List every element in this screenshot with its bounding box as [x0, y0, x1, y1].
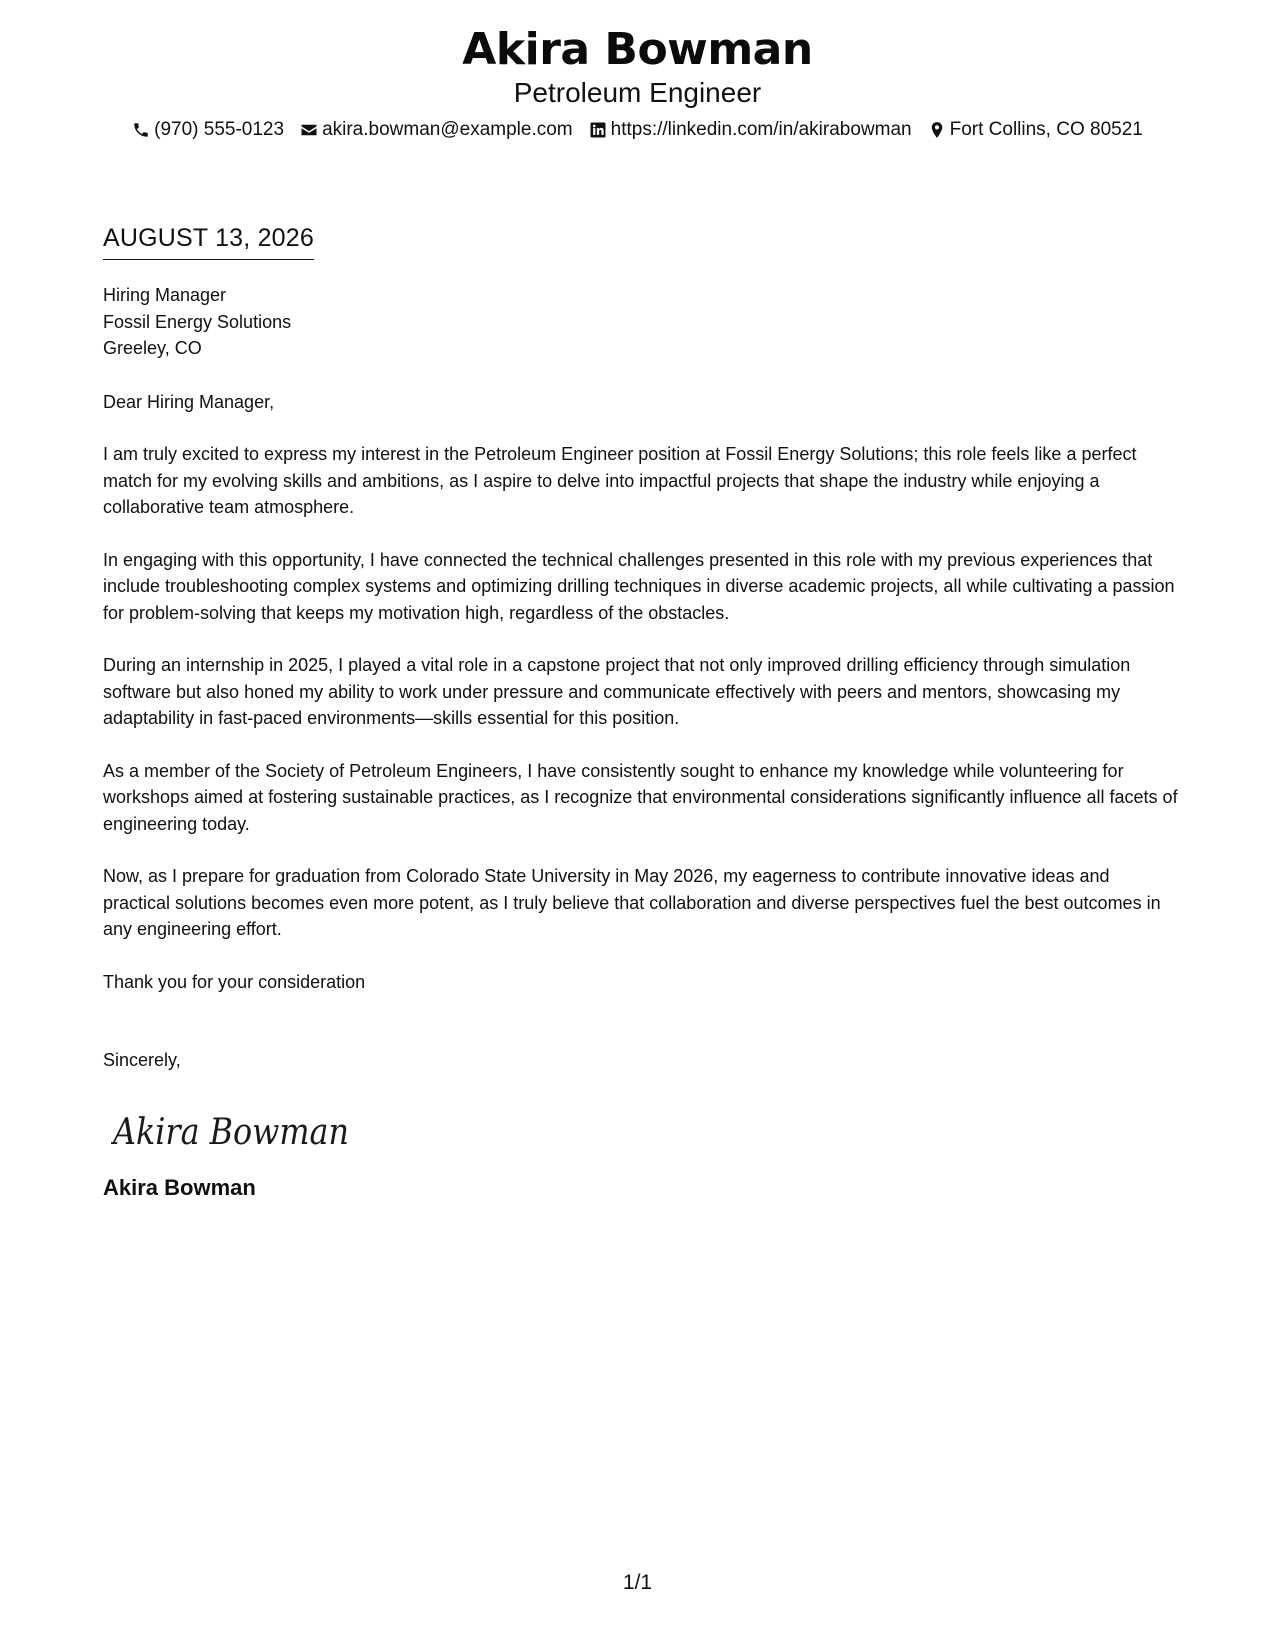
body-paragraph: During an internship in 2025, I played a vital role in a capstone project that not only improved drilling efficiency through simulation software but also honed my ability to work under pressure and communicate effectively with peers and mentors, showcasing my adaptability in fast-paced environments—skills essential for this position.	[103, 655, 1131, 728]
closing-line: Thank you for your consideration	[103, 971, 366, 992]
recipient-line: Fossil Energy Solutions	[103, 311, 292, 332]
contact-location	[928, 118, 1143, 142]
contact-bar	[0, 118, 1275, 142]
body-paragraph: As a member of the Society of Petroleum Engineers, I have consistently sought to enhance my knowledge while volunteering for workshops aimed at fostering sustainable practices, as I recognize that environmental considerations significantly influence all facets of engineering today.	[103, 760, 1178, 834]
contact-linkedin[interactable]	[589, 118, 912, 142]
linkedin-icon	[589, 121, 607, 139]
location-text: Fort Collins, CO 80521	[949, 119, 1143, 140]
applicant-name: Akira Bowman	[462, 24, 813, 75]
contact-phone	[132, 118, 284, 142]
map-pin-icon	[928, 121, 946, 139]
phone-text: (970) 555-0123	[154, 119, 285, 140]
letter-body	[103, 222, 1178, 1202]
body-paragraph: I am truly excited to express my interest in the Petroleum Engineer position at Fossil Energy Solutions; this role feels like a perfect match for my evolving skills and ambitions, as I aspire to delve into impactful projects that shape the industry while enjoying a collaborative team atmosphere.	[103, 444, 1137, 517]
signer-name: Akira Bowman	[103, 1174, 256, 1200]
recipient-line: Greeley, CO	[103, 338, 202, 358]
email-text[interactable]: akira.bowman@example.com	[322, 119, 573, 140]
salutation: Dear Hiring Manager,	[103, 391, 275, 412]
recipient-line: Hiring Manager	[103, 285, 227, 305]
handwritten-signature	[111, 1104, 361, 1156]
signature-text: Akira Bowman	[111, 1111, 349, 1153]
phone-icon	[132, 121, 150, 139]
body-paragraph: In engaging with this opportunity, I have connected the technical challenges presented in this role with my previous experiences that include troubleshooting complex systems and optimizing drilling techniques in diverse academic projects, all while cultivating a passion for problem-solving that keeps my motivation high, regardless of the obstacles.	[103, 549, 1175, 623]
letter-header	[0, 24, 1275, 142]
contact-email[interactable]	[300, 118, 573, 142]
applicant-title: Petroleum Engineer	[513, 77, 762, 108]
body-paragraph: Now, as I prepare for graduation from Colorado State University in May 2026, my eagerness to contribute innovative ideas and practical solutions becomes even more potent, as I truly believe that collaboration and diverse perspectives fuel the best outcomes in any engineering effort.	[103, 866, 1161, 939]
signoff: Sincerely,	[103, 1050, 181, 1070]
envelope-icon	[300, 121, 318, 139]
letter-date: AUGUST 13, 2026	[103, 222, 314, 260]
linkedin-text[interactable]: https://linkedin.com/in/akirabowman	[610, 119, 912, 140]
page-number: 1/1	[622, 1571, 653, 1594]
recipient-block	[103, 282, 1178, 362]
